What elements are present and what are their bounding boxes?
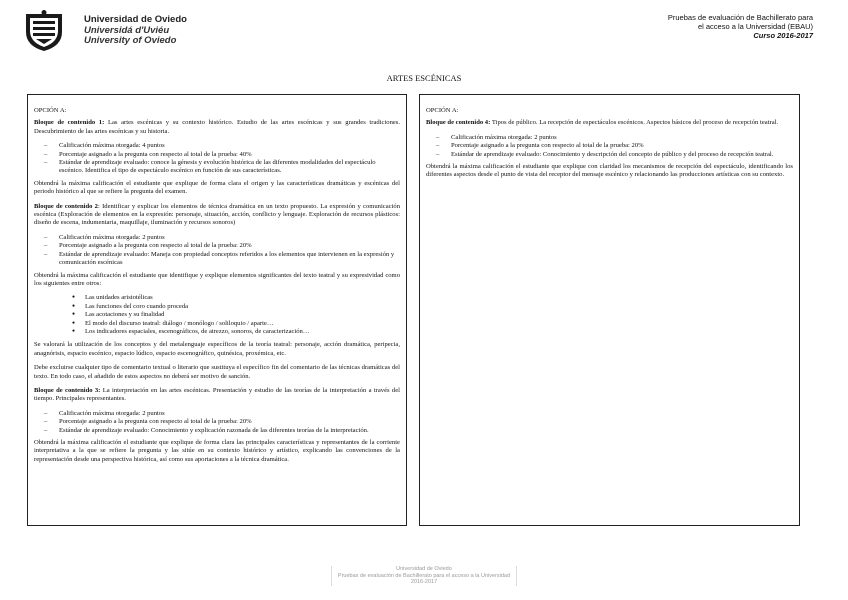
list-item: – Porcentaje asignado a la pregunta con respecto al total de la prueba: 40% (44, 151, 400, 159)
exam-header (668, 13, 813, 40)
exam-name-line2: el acceso a la Universidad (EBAU) (697, 22, 813, 31)
block-2-elements-list (72, 294, 400, 336)
list-item: – Calificación máxima otorgada: 4 puntos (44, 142, 400, 150)
list-item: – Estándar de aprendizaje evaluado: Conocimiento y explicación razonada de las diferentes teorías de la interpretación. (44, 427, 400, 435)
list-item: – Porcentaje asignado a la pregunta con respecto al total de la prueba: 20% (44, 418, 400, 426)
list-item: – Porcentaje asignado a la pregunta con respecto al total de la prueba: 20% (44, 242, 400, 250)
option-label: OPCIÓN A: (34, 107, 67, 114)
block-3-description (34, 387, 400, 404)
university-name-ast: Universidá d'Uviéu (84, 24, 170, 36)
block-4-description (426, 119, 793, 127)
footer-line2: Pruebas de evaluación de Bachillerato para el acceso a la Universidad (337, 572, 511, 579)
university-name (84, 15, 187, 47)
block-3-text: La interpretación en las artes escénicas. Presentación y estudio de las teorías de la interpretación a través del tiempo. Principales representantes. (34, 386, 400, 403)
block-3-criteria-list (44, 410, 400, 435)
list-item: – Estándar de aprendizaje evaluado: Maneja con propiedad conceptos referidos a los elementos que intervienen en la expresión y comunicación escénicas (44, 251, 400, 268)
footer-line3: 2016-2017 (410, 579, 438, 585)
list-item: – Calificación máxima otorgada: 2 puntos (44, 410, 400, 418)
block-2-text: : Identificar y explicar los elementos de técnica dramática en un texto propuesto. La expresión y comunicación escénica (Exploración de elementos en la expresión: personaje, situación, acción, conflicto y lenguaje. Exploración de recursos plásticos: diseño de escena, indumentaria, maquillaje, iluminación y recursos sonoros) (34, 202, 400, 227)
list-item: ● Los indicadores espaciales, escenográficos, de atrezzo, sonoros, de caracterización… (72, 328, 400, 336)
page-title: ARTES ESCÉNICAS (386, 73, 462, 83)
block-2-valuation-text: Se valorará la utilización de los conceptos y del metalenguaje específicos de la teoría teatral: personaje, acción dramática, peripecia, anagnórisis, espacio escénico, espacio lúdico, espacio escenográfico, quinésica, proxémica, etc. (34, 341, 400, 357)
list-item: ● Las acotaciones y su finalidad (72, 311, 400, 319)
block-4-text: Tipos de público. La recepción de espectáculos escénicos. Aspectos básicos del proceso de recepción teatral. (490, 119, 779, 127)
block-3-grading-text: Obtendrá la máxima calificación el estudiante que explique de forma clara las principales características y representantes de la corriente interpretativa a la que se refiere la pregunta y las sitúe en su contexto histórico y artístico, explicando las convenciones de la representación desde una perspectiva histórica, así como sus aportaciones a la técnica dramática. (34, 439, 400, 463)
block-2-description (34, 203, 400, 228)
university-name-es: Universidad de Oviedo (84, 14, 187, 25)
list-item: – Calificación máxima otorgada: 2 puntos (44, 234, 400, 242)
list-item: – Calificación máxima otorgada: 2 puntos (436, 134, 793, 142)
list-item: ● Las funciones del coro cuando proceda (72, 303, 400, 311)
university-logo-icon (22, 10, 66, 52)
exam-name-line1: Pruebas de evaluación de Bachillerato para (667, 13, 813, 22)
block-2-heading: Bloque de contenido 2 (34, 202, 98, 210)
list-item: – Estándar de aprendizaje evaluado: conoce la génesis y evolución histórica de las diferentes modalidades del espectáculo escénico. Identifica el tipo de espectáculo escénico en función de sus características. (44, 159, 400, 176)
block-1-description (34, 119, 400, 136)
block-2-criteria-list (44, 234, 400, 268)
block-1-criteria-list (44, 142, 400, 176)
option-b-panel (419, 94, 800, 526)
list-item: ● Las unidades aristotélicas (72, 294, 400, 302)
exam-course: Curso 2016-2017 (753, 31, 813, 40)
block-1-heading: Bloque de contenido 1: (34, 119, 105, 127)
block-2-grading-text: Obtendrá la máxima calificación el estudiante que identifique y explique elementos significantes del texto teatral y su expresividad como los siguientes entre otros: (34, 271, 400, 287)
list-item: ● El modo del discurso teatral: diálogo / monólogo / soliloquio / aparte… (72, 320, 400, 328)
block-4-heading: Bloque de contenido 4: (426, 119, 491, 127)
block-4-criteria-list (436, 134, 793, 159)
footer-frame (331, 566, 517, 586)
option-label: OPCIÓN A: (426, 107, 459, 114)
option-a-panel (27, 94, 407, 526)
block-1-grading-text: Obtendrá la máxima calificación el estudiante que explique de forma clara el origen y las características dramáticas y escénicas del periodo histórico al que se refiere la pregunta del examen. (34, 179, 400, 196)
university-name-en: University of Oviedo (84, 35, 177, 46)
page-footer (0, 566, 848, 586)
block-2-exclusion-text: Debe excluirse cualquier tipo de comentario textual o literario que sustituya el específico fin del comentario de las técnicas dramáticas del texto. En todo caso, el añadido de estos aspectos no deberá ser motivo de sanción. (34, 364, 400, 380)
list-item: – Estándar de aprendizaje evaluado: Conocimiento y descripción del concepto de público y del proceso de recepción teatral. (436, 151, 793, 159)
block-4-grading-text: Obtendrá la máxima calificación el estudiante que explique con claridad los mecanismos de recepción del espectáculo, identificando los diferentes aspectos desde el punto de vista del receptor del mensaje escénico y relacionando las producciones artísticas con su contexto. (426, 163, 793, 179)
block-3-heading: Bloque de contenido 3: (34, 386, 101, 394)
list-item: – Porcentaje asignado a la pregunta con respecto al total de la prueba: 20% (436, 142, 793, 150)
block-1-text: Las artes escénicas y su contexto histórico. Estudio de las artes escénicas y sus grandes tradiciones. Descubrimiento de las artes escénicas y su historia. (34, 119, 401, 135)
footer-line1: Universidad de Oviedo (396, 566, 452, 572)
